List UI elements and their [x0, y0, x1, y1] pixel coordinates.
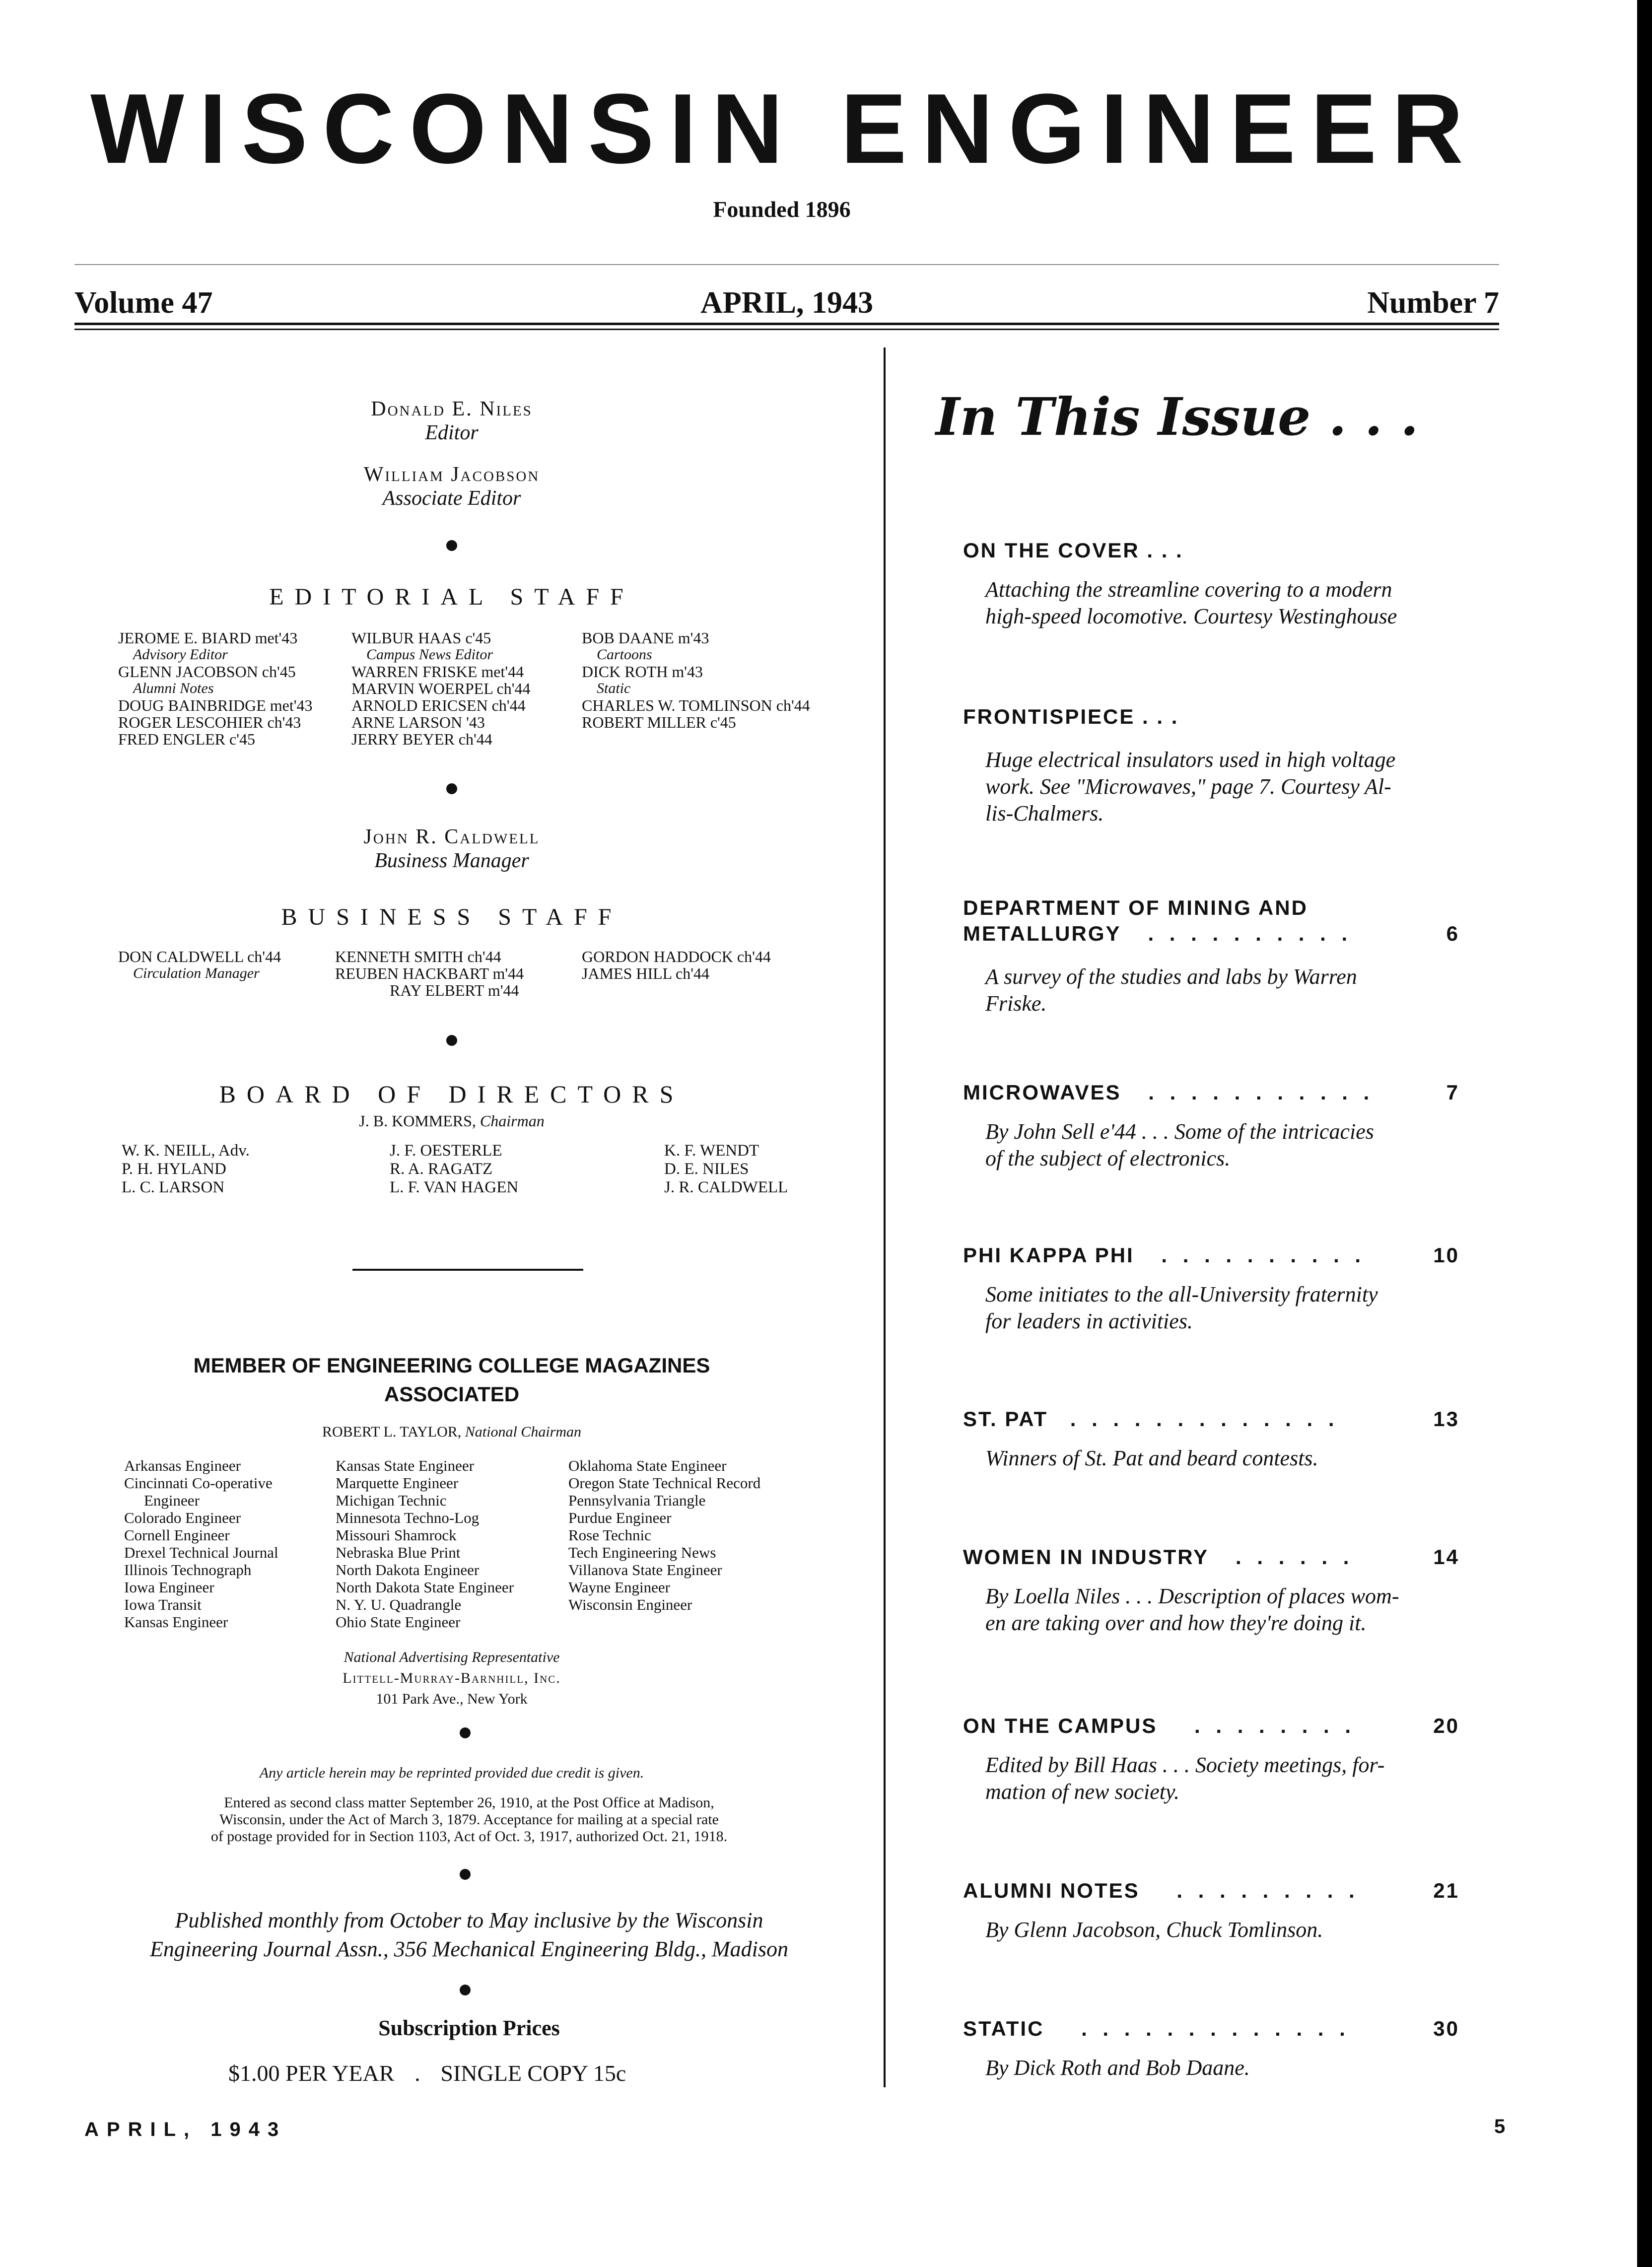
editorial-staff-heading: EDITORIAL STAFF	[269, 584, 634, 610]
issue-rule-bottom	[74, 329, 1499, 330]
subscription-single: SINGLE COPY 15c	[440, 2061, 626, 2086]
staff-role: Cartoons	[597, 646, 652, 663]
board-member: L. F. VAN HAGEN	[390, 1178, 519, 1196]
reprint-notice: Any article herein may be reprinted provided due credit is given.	[259, 1765, 644, 1781]
board-member: P. H. HYLAND	[122, 1160, 226, 1178]
toc-dot-leader: . . . . . . . . .	[1176, 1879, 1360, 1902]
bullet-separator	[446, 540, 457, 551]
member-magazine: North Dakota State Engineer	[336, 1579, 514, 1596]
entered-notice	[119, 1794, 819, 1845]
member-magazine: Missouri Shamrock	[336, 1526, 457, 1544]
toc-entry-title: ST. PAT	[963, 1407, 1048, 1431]
toc-desc-line: By John Sell e'44 . . . Some of the intricacies	[985, 1119, 1374, 1144]
staff-name: ROBERT MILLER c'45	[582, 713, 736, 731]
board-member: R. A. RAGATZ	[390, 1160, 493, 1178]
bullet-separator	[446, 783, 457, 794]
staff-name: RAY ELBERT m'44	[390, 981, 519, 999]
editorial-staff-col1	[118, 629, 351, 748]
masthead-title: WISCONSIN ENGINEER	[90, 73, 1478, 184]
editorial-staff-col3	[582, 629, 820, 731]
toc-desc-line: for leaders in activities.	[985, 1309, 1193, 1333]
toc-entry-title: DEPARTMENT OF MINING AND	[963, 896, 1308, 919]
toc-entry-desc	[963, 963, 1459, 1017]
staff-name: MARVIN WOERPEL ch'44	[351, 680, 531, 697]
associate-editor-name: William Jacobson	[363, 463, 540, 486]
issue-rule-top	[74, 323, 1499, 325]
staff-name: ARNOLD ERICSEN ch'44	[351, 696, 526, 714]
staff-name: JEROME E. BIARD met'43	[118, 629, 298, 647]
toc-entry-alumni-notes[interactable]	[963, 1879, 1459, 1943]
toc-desc-line: Friske.	[985, 991, 1047, 1016]
toc-desc-line: of the subject of electronics.	[985, 1146, 1231, 1170]
staff-name: DOUG BAINBRIDGE met'43	[118, 696, 313, 714]
toc-entry-static[interactable]	[963, 2017, 1459, 2081]
bullet-separator	[460, 1727, 471, 1738]
staff-name: FRED ENGLER c'45	[118, 730, 255, 748]
toc-entry-desc	[963, 1752, 1459, 1805]
staff-name: ARNE LARSON '43	[351, 713, 485, 731]
scan-edge-bar	[1637, 0, 1652, 2267]
toc-entry-desc	[963, 1445, 1459, 1472]
entered-line: Wisconsin, under the Act of March 3, 1879. Acceptance for mailing at a special rate	[219, 1811, 719, 1828]
toc-page-number: 30	[1433, 2017, 1459, 2040]
issue-bar	[74, 285, 1499, 325]
toc-page-number: 7	[1446, 1081, 1459, 1104]
toc-dot-leader: . . . . . . . . . . . . .	[1070, 1407, 1339, 1431]
board-heading: BOARD OF DIRECTORS	[219, 1080, 685, 1108]
associate-editor-role: Associate Editor	[382, 487, 521, 510]
toc-desc-line: By Loella Niles . . . Description of places wom-	[985, 1584, 1399, 1608]
toc-desc-line: work. See "Microwaves," page 7. Courtesy Al-	[985, 774, 1391, 799]
staff-name: ROGER LESCOHIER ch'43	[118, 713, 301, 731]
board-col2	[390, 1142, 598, 1197]
footer-date: APRIL, 1943	[84, 2119, 287, 2140]
staff-role: Alumni Notes	[133, 680, 214, 696]
member-magazine: N. Y. U. Quadrangle	[336, 1596, 462, 1613]
toc-entry-title: STATIC	[963, 2017, 1044, 2040]
subscription-prices	[228, 2060, 799, 2086]
bullet-separator	[460, 1985, 471, 1995]
toc-entry-title: PHI KAPPA PHI	[963, 1243, 1134, 1267]
board-chairman	[119, 1112, 784, 1130]
member-magazine: Wisconsin Engineer	[568, 1596, 692, 1613]
advertising-block	[119, 1647, 784, 1710]
toc-entry-desc	[963, 747, 1459, 827]
member-magazine: Pennsylvania Triangle	[568, 1492, 706, 1509]
member-magazine: Illinois Technograph	[124, 1561, 252, 1579]
member-magazine: Michigan Technic	[336, 1492, 447, 1509]
toc-desc-line: By Dick Roth and Bob Daane.	[985, 2056, 1250, 2080]
issue-number: Number 7	[1367, 286, 1499, 320]
toc-entry-title-line	[963, 1081, 1459, 1104]
staff-role: Campus News Editor	[366, 646, 493, 663]
toc-entry-on-the-cover[interactable]	[963, 539, 1459, 630]
staff-name: DON CALDWELL ch'44	[118, 948, 281, 965]
business-manager-block	[119, 825, 784, 873]
entered-line: of postage provided for in Section 1103, Act of Oct. 3, 1917, authorized Oct. 21, 1918.	[210, 1828, 728, 1845]
board-col1	[122, 1142, 350, 1197]
board-member: W. K. NEILL, Adv.	[122, 1142, 250, 1160]
toc-entry-title-line2	[963, 922, 1459, 946]
staff-name: GLENN JACOBSON ch'45	[118, 663, 296, 681]
toc-dot-leader: . . . . . .	[1236, 1545, 1354, 1569]
member-magazine: Minnesota Techno-Log	[336, 1509, 480, 1526]
member-magazine: Villanova State Engineer	[568, 1561, 722, 1579]
toc-entry-mining-metallurgy[interactable]	[963, 896, 1459, 1017]
issue-date: APRIL, 1943	[700, 286, 873, 320]
toc-entry-title: MICROWAVES	[963, 1081, 1121, 1104]
editorial-staff-col2	[351, 629, 580, 748]
editors-block	[119, 397, 784, 510]
toc-dot-leader: . . . . . . . . . . .	[1148, 1081, 1375, 1104]
toc-desc-line: A survey of the studies and labs by Warren	[985, 964, 1357, 989]
member-magazine: Purdue Engineer	[568, 1509, 672, 1526]
board-chairman-title: Chairman	[480, 1112, 545, 1130]
advertising-label: National Advertising Representative	[344, 1649, 560, 1665]
business-staff-col3	[582, 948, 820, 982]
toc-entry-title-line	[963, 1243, 1459, 1267]
founded-line: Founded 1896	[713, 197, 851, 222]
toc-page-number: 20	[1433, 1714, 1459, 1737]
toc-desc-line: Winners of St. Pat and beard contests.	[985, 1446, 1318, 1470]
toc-entry-title-line	[963, 1407, 1459, 1431]
business-staff-heading: BUSINESS STAFF	[281, 904, 622, 930]
member-magazine: Arkansas Engineer	[124, 1457, 241, 1474]
staff-name: DICK ROTH m'43	[582, 663, 703, 681]
member-magazine: Nebraska Blue Print	[336, 1544, 461, 1561]
board-member: D. E. NILES	[664, 1160, 749, 1178]
member-list-col1	[124, 1457, 338, 1631]
member-magazine: Iowa Engineer	[124, 1579, 214, 1596]
member-magazine: Oklahoma State Engineer	[568, 1457, 727, 1474]
member-chairman	[119, 1424, 784, 1441]
staff-name: JAMES HILL ch'44	[582, 964, 709, 982]
editor-role: Editor	[425, 421, 479, 444]
member-heading-line1: MEMBER OF ENGINEERING COLLEGE MAGAZINES	[193, 1354, 710, 1377]
staff-name: CHARLES W. TOMLINSON ch'44	[582, 696, 810, 714]
bullet-separator	[460, 1869, 471, 1880]
member-chairman-title: National Chairman	[465, 1424, 581, 1440]
member-heading	[119, 1351, 784, 1409]
published-line: Published monthly from October to May inclusive by the Wisconsin	[175, 1908, 763, 1932]
toc-entry-title-line	[963, 1879, 1459, 1903]
toc-entry-frontispiece[interactable]	[963, 705, 1459, 827]
member-magazine: Ohio State Engineer	[336, 1613, 461, 1631]
entered-line: Entered as second class matter September 26, 1910, at the Post Office at Madison,	[224, 1794, 714, 1811]
toc-entry-desc	[963, 2055, 1459, 2081]
advertising-firm: Littell-Murray-Barnhill, Inc.	[343, 1670, 561, 1686]
member-magazine: Rose Technic	[568, 1526, 651, 1544]
subscription-separator: .	[414, 2061, 420, 2086]
business-manager-role: Business Manager	[374, 849, 529, 872]
business-staff-col1	[118, 948, 337, 982]
member-magazine: Kansas Engineer	[124, 1613, 228, 1631]
toc-entry-title: FRONTISPIECE . . .	[963, 705, 1179, 728]
published-notice	[119, 1906, 819, 1964]
toc-entry-desc	[963, 1281, 1459, 1335]
subscription-per-year: $1.00 PER YEAR	[228, 2061, 395, 2086]
toc-page-number: 6	[1446, 922, 1459, 945]
staff-role: Circulation Manager	[133, 965, 260, 981]
board-member: J. R. CALDWELL	[664, 1178, 788, 1196]
toc-dot-leader: . . . . . . . . . .	[1161, 1243, 1366, 1267]
staff-role: Static	[597, 680, 631, 696]
toc-entry-phi-kappa-phi[interactable]	[963, 1243, 1459, 1335]
member-magazine: Cornell Engineer	[124, 1526, 230, 1544]
staff-role: Advisory Editor	[133, 646, 228, 663]
staff-name: GORDON HADDOCK ch'44	[582, 948, 771, 965]
editor-name: Donald E. Niles	[371, 398, 533, 420]
member-magazine: Oregon State Technical Record	[568, 1474, 761, 1492]
toc-entry-title-line	[963, 2017, 1459, 2041]
footer-page-number: 5	[1494, 2116, 1506, 2137]
board-member: J. F. OESTERLE	[390, 1142, 502, 1160]
member-magazine: Tech Engineering News	[568, 1544, 716, 1561]
staff-name: WARREN FRISKE met'44	[351, 663, 524, 681]
toc-entry-title-line	[963, 1714, 1459, 1738]
board-member: K. F. WENDT	[664, 1142, 759, 1160]
toc-entry-title: WOMEN IN INDUSTRY	[963, 1545, 1209, 1569]
staff-name: BOB DAANE m'43	[582, 629, 709, 647]
advertising-address: 101 Park Ave., New York	[376, 1691, 528, 1707]
business-manager-name: John R. Caldwell	[363, 825, 540, 848]
toc-entry-desc	[963, 576, 1459, 630]
staff-name: WILBUR HAAS c'45	[351, 629, 491, 647]
staff-name: KENNETH SMITH ch'44	[335, 948, 501, 965]
toc-desc-line: Attaching the streamline covering to a modern	[985, 577, 1392, 602]
toc-heading: In This Issue . . .	[936, 386, 1419, 447]
member-magazine: Drexel Technical Journal	[124, 1544, 278, 1561]
toc-desc-line: Huge electrical insulators used in high voltage	[985, 748, 1396, 772]
toc-desc-line: Some initiates to the all-University fraternity	[985, 1282, 1378, 1306]
masthead-rule-faint	[74, 264, 1499, 265]
board-col3	[664, 1142, 828, 1197]
toc-page-number: 13	[1433, 1407, 1459, 1431]
toc-page-number: 21	[1433, 1879, 1459, 1902]
toc-desc-line: high-speed locomotive. Courtesy Westinghouse	[985, 604, 1397, 628]
toc-entry-st-pat[interactable]	[963, 1407, 1459, 1472]
staff-name: JERRY BEYER ch'44	[351, 730, 492, 748]
toc-dot-leader: . . . . . . . .	[1194, 1714, 1356, 1737]
toc-entry-title2: METALLURGY	[963, 922, 1121, 945]
toc-dot-leader: . . . . . . . . . .	[1148, 922, 1353, 945]
toc-entry-microwaves[interactable]	[963, 1081, 1459, 1172]
business-staff-col2	[335, 948, 578, 999]
column-divider	[884, 347, 886, 2087]
toc-desc-line: lis-Chalmers.	[985, 801, 1104, 825]
member-magazine: Wayne Engineer	[568, 1579, 670, 1596]
toc-page-number: 10	[1433, 1243, 1459, 1267]
member-magazine: Cincinnati Co-operative	[124, 1474, 273, 1492]
volume-label: Volume 47	[74, 286, 213, 320]
toc-entry-women-in-industry[interactable]	[963, 1545, 1459, 1637]
toc-entry-title: ALUMNI NOTES	[963, 1879, 1140, 1902]
toc-entry-title: ON THE COVER . . .	[963, 539, 1183, 562]
toc-entry-desc	[963, 1118, 1459, 1172]
staff-name: REUBEN HACKBART m'44	[335, 964, 524, 982]
toc-entry-title: ON THE CAMPUS	[963, 1714, 1158, 1737]
member-heading-line2: ASSOCIATED	[384, 1382, 520, 1406]
toc-desc-line: By Glenn Jacobson, Chuck Tomlinson.	[985, 1918, 1323, 1942]
toc-page-number: 14	[1433, 1545, 1459, 1569]
member-magazine: Iowa Transit	[124, 1596, 202, 1613]
member-magazine: North Dakota Engineer	[336, 1561, 480, 1579]
member-chairman-name: ROBERT L. TAYLOR,	[322, 1424, 462, 1440]
toc-desc-line: Edited by Bill Haas . . . Society meetings, for-	[985, 1753, 1385, 1777]
member-magazine: Colorado Engineer	[124, 1509, 241, 1526]
member-list-col3	[568, 1457, 826, 1613]
toc-entry-desc	[963, 1583, 1459, 1637]
bullet-separator	[446, 1035, 457, 1046]
toc-dot-leader: . . . . . . . . . . . . .	[1081, 2017, 1350, 2040]
section-rule	[352, 1269, 583, 1271]
toc-desc-line: mation of new society.	[985, 1780, 1180, 1804]
published-line: Engineering Journal Assn., 356 Mechanical Engineering Bldg., Madison	[149, 1937, 788, 1961]
board-chairman-name: J. B. KOMMERS,	[359, 1112, 476, 1130]
toc-entry-desc	[963, 1917, 1459, 1943]
toc-desc-line: en are taking over and how they're doing it.	[985, 1611, 1367, 1635]
member-list-col2	[336, 1457, 569, 1631]
toc-entry-on-the-campus[interactable]	[963, 1714, 1459, 1805]
member-magazine: Kansas State Engineer	[336, 1457, 474, 1474]
subscription-heading: Subscription Prices	[378, 2016, 560, 2040]
board-member: L. C. LARSON	[122, 1178, 225, 1196]
member-magazine: Engineer	[144, 1492, 200, 1509]
toc-entry-title-line	[963, 1545, 1459, 1569]
member-magazine: Marquette Engineer	[336, 1474, 459, 1492]
